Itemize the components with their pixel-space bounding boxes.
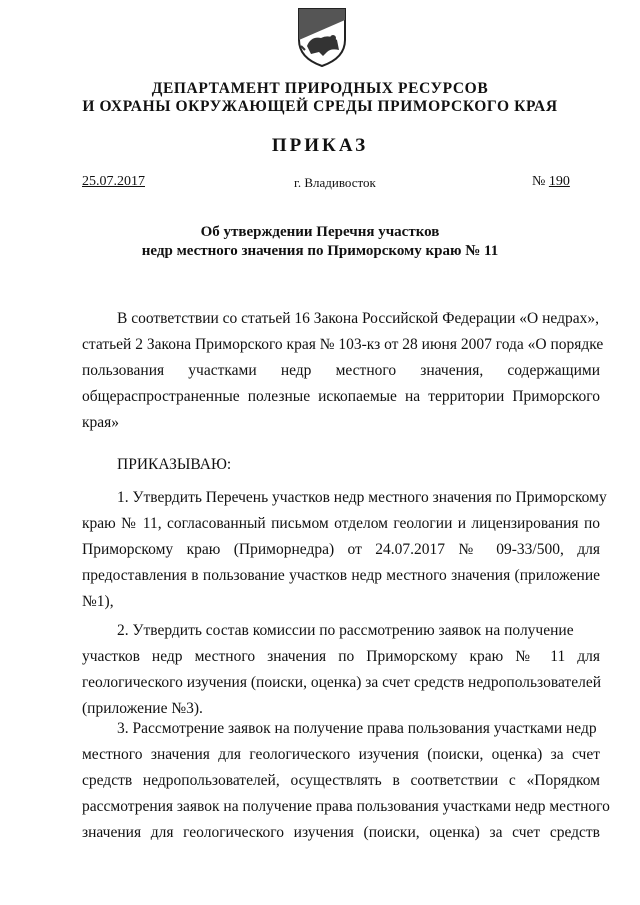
body-line: 2. Утвердить состав комиссии по рассмотрению заявок на получение (117, 622, 574, 639)
body-line: местного значения для геологического изучения (поиски, оценка) за счет (82, 746, 600, 763)
body-line: рассмотрения заявок на получение права пользования участками недр местного (82, 798, 610, 815)
body-line: края» (82, 414, 120, 431)
body-line: Приморскому краю (Приморнедра) от 24.07.2017 № 09-33/500, для (82, 541, 600, 558)
body-line: 3. Рассмотрение заявок на получение права пользования участками недр (117, 720, 597, 737)
body-line: предоставления в пользование участков недр местного значения (приложение (82, 567, 600, 584)
order-date: 25.07.2017 (82, 174, 145, 189)
body-line: средств недропользователей, осуществлять в соответствии с «Порядком (82, 772, 600, 789)
order-city: г. Владивосток (294, 175, 376, 190)
order-number-prefix: № (532, 174, 546, 189)
body-line: значения для геологического изучения (поиски, оценка) за счет средств (82, 824, 600, 841)
body-line: общераспространенные полезные ископаемые на территории Приморского (82, 388, 600, 405)
body-line: геологического изучения (поиски, оценка) за счет средств недропользователей (82, 674, 601, 691)
order-number-value: 190 (548, 174, 570, 189)
decree-word: ПРИКАЗЫВАЮ: (117, 456, 232, 473)
body-line: участков недр местного значения по Приморскому краю № 11 для (82, 648, 600, 665)
body-line: статьей 2 Закона Приморского края № 103-кз от 28 июня 2007 года «О порядке (82, 336, 604, 353)
document-type: ПРИКАЗ (271, 135, 369, 156)
subject-line-1: Об утверждении Перечня участков (200, 224, 440, 240)
subject-line-2: недр местного значения по Приморскому краю № 11 (141, 243, 499, 259)
order-number (532, 174, 570, 190)
body-line: В соответствии со статьей 16 Закона Российской Федерации «О недрах», (117, 310, 599, 327)
body-line: краю № 11, согласованный письмом отделом геологии и лицензирования по (82, 515, 600, 532)
body-line: №1), (82, 593, 114, 610)
coat-of-arms-icon (293, 6, 351, 68)
department-name-line-1: ДЕПАРТАМЕНТ ПРИРОДНЫХ РЕСУРСОВ (151, 80, 489, 97)
body-line: пользования участками недр местного значения, содержащими (82, 362, 600, 379)
body-line: 1. Утвердить Перечень участков недр местного значения по Приморскому (117, 489, 607, 506)
body-line: (приложение №3). (82, 700, 203, 717)
department-name-line-2: И ОХРАНЫ ОКРУЖАЮЩЕЙ СРЕДЫ ПРИМОРСКОГО КРАЯ (82, 98, 558, 115)
